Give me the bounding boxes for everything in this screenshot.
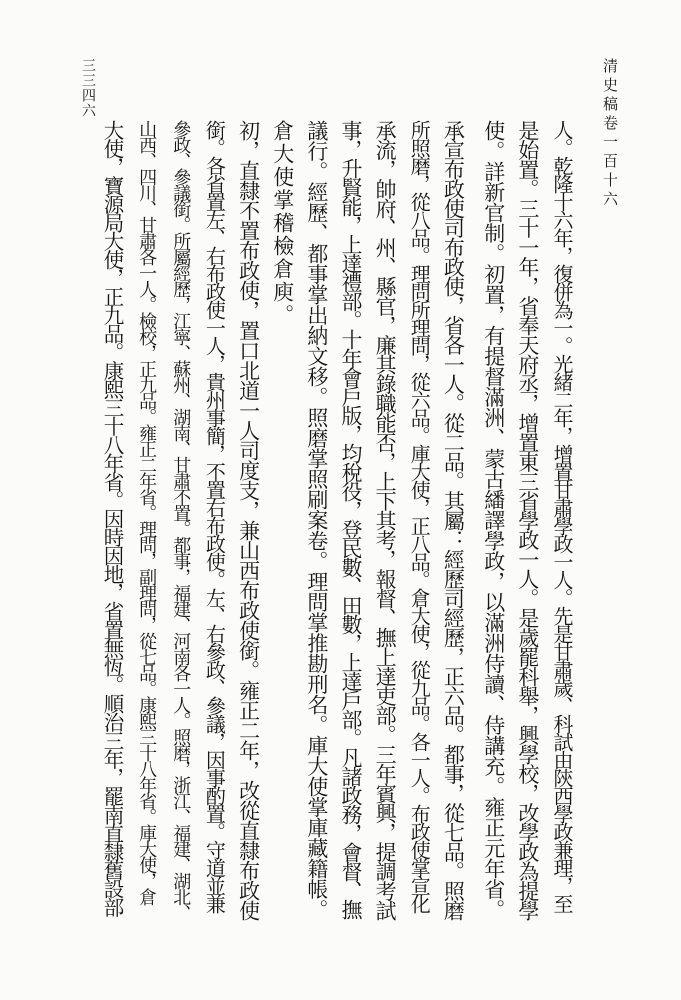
text-column: 議行。經歷、都事掌出納文移。照磨掌照刷案卷。理問掌推勘刑名。庫大使掌庫藏籍帳。	[304, 120, 329, 920]
text-column: 承宣布政使司布政使，省各一人。從二品。其屬：經歷司經歷，正六品。都事，從七品。照磨	[441, 120, 466, 920]
text-column: 所照磨，從八品。理問所理問，從六品。庫大使，正八品。倉大使，從九品。各一人。布政使掌宣化	[407, 120, 432, 912]
text-column: 山西、四川、甘肅各一人。檢校，正九品。雍正二年省。理問，副理問，從七品。康熙三十八年省。庫大使，倉	[136, 120, 158, 904]
text-column: 使。詳新官制。初置，有提督滿洲、蒙古繙譯學政，以滿洲侍讀、侍講充。雍正元年省。	[481, 120, 506, 920]
text-column: 事，升賢能，上達禮部。十年會戶版，均稅役，登民數、田數，上達戶部。凡諸政務，會督、撫	[338, 120, 363, 918]
text-column: 承流，帥府、州、縣官，廉其錄職能否，上下其考，報督、撫上達吏部。三年賓興，提調考試	[373, 120, 398, 920]
text-column: 初，直隸不置布政使，置口北道一人司度支，兼山西布政使銜。雍正二年，改從直隸布政使	[236, 120, 261, 920]
book-title-header: 清史稿卷一百十六	[601, 58, 619, 210]
text-column: 參政、參議銜。所屬經歷，江寧、蘇州、湖南、甘肅不置。都事，福建、河南各一人。照磨，浙江、福建、湖北、	[170, 120, 192, 920]
text-column: 大使，寶源局大使，正九品。康熙三十八年省。因時因地，省置無恆。順治三年，罷南直隸舊設部	[100, 120, 124, 916]
text-column: 人。乾隆十六年，復併為一。光緒二年，增置甘肅學政一人。先是甘肅歲、科試由陝西學政兼理，至	[549, 120, 574, 912]
text-column: 是始置。三十一年，省奉天府丞，增置東三省學政一人。是歲罷科舉，興學校，改學政為提學	[515, 120, 540, 920]
text-column: 倉大使掌稽檢倉庾。	[270, 120, 295, 327]
page-number: 三三四六	[80, 58, 96, 118]
text-column: 銜。各省置左、右布政使一人，貴州事簡，不置右布政使。左、右參政、參議，因事酌置。守道並兼	[202, 120, 227, 912]
main-text	[98, 120, 576, 920]
